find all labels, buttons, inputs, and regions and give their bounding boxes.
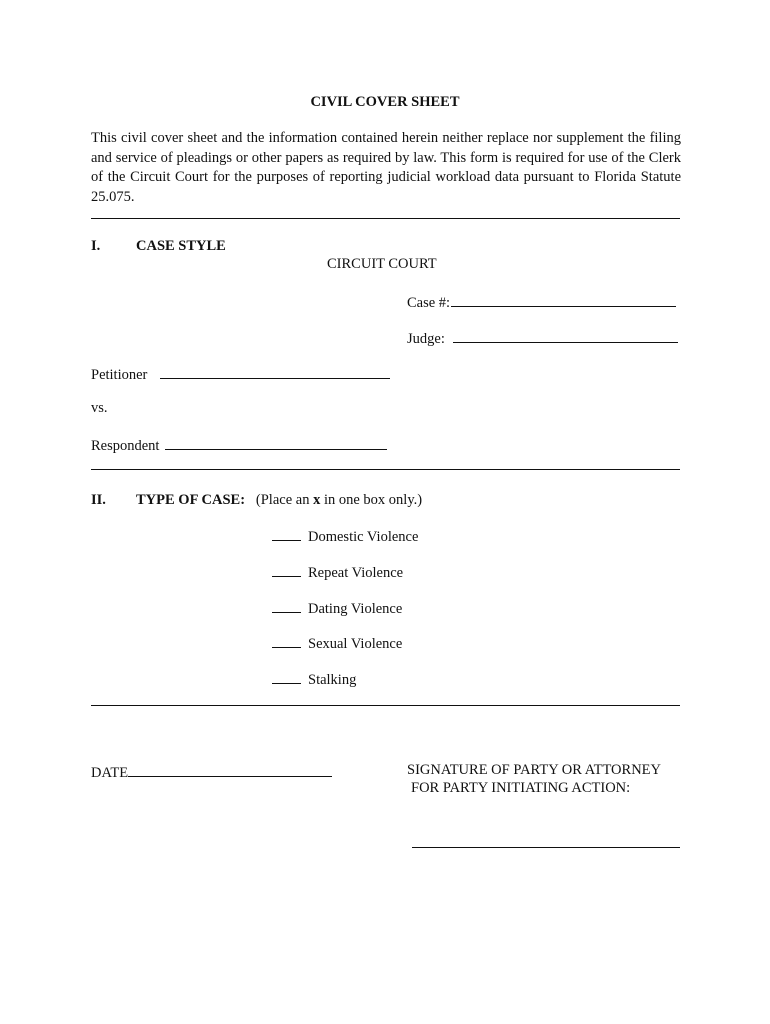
signature-label-line1: SIGNATURE OF PARTY OR ATTORNEY [407,762,661,778]
section-2-instruction-mark: x [313,492,321,508]
divider-top [91,218,680,219]
case-type-option [272,671,356,689]
date-field[interactable] [128,762,332,777]
court-name: CIRCUIT COURT [327,256,437,272]
section-1-number: I. [91,238,101,254]
section-2-heading: TYPE OF CASE: [136,492,246,508]
case-type-option [272,600,402,618]
date-row [91,762,332,782]
case-type-option [272,564,403,582]
respondent-field[interactable] [165,435,387,450]
judge-field[interactable] [453,328,678,343]
form-title: CIVIL COVER SHEET [310,94,460,110]
case-number-field[interactable] [451,292,676,307]
section-2-instruction-pre: (Place an [255,492,314,508]
case-type-label: Stalking [308,672,357,688]
section-2-heading-row [136,492,422,509]
respondent-label: Respondent [91,438,160,454]
section-2-number: II. [91,492,106,508]
section-2-instruction-post: in one box only.) [320,492,423,508]
case-type-label: Dating Violence [308,601,403,617]
divider-bottom [91,705,680,706]
case-type-label: Sexual Violence [308,636,403,652]
vs-label: vs. [91,400,108,416]
case-type-checkbox-dating[interactable] [272,600,301,613]
petitioner-row [91,364,390,384]
case-number-label: Case #: [407,295,451,311]
case-type-option [272,635,402,653]
signature-label-line2: FOR PARTY INITIATING ACTION: [411,780,631,796]
signature-field[interactable] [412,847,680,848]
petitioner-field[interactable] [160,364,390,379]
judge-label: Judge: [407,331,445,347]
judge-row [407,328,678,348]
case-type-option [272,528,418,546]
case-type-checkbox-domestic[interactable] [272,528,301,541]
divider-middle [91,469,680,470]
case-type-checkbox-sexual[interactable] [272,635,301,648]
petitioner-label: Petitioner [91,367,148,383]
case-type-label: Domestic Violence [308,529,419,545]
intro-paragraph: This civil cover sheet and the information contained herein neither replace nor supplement the filing and service of pleadings or other papers as required by law. This form is required for use of the Clerk of the Circuit Court for the purposes of reporting judicial workload data pursuant to Florida Statute 25.075. [91,130,681,205]
case-type-label: Repeat Violence [308,565,404,581]
case-type-checkbox-repeat[interactable] [272,564,301,577]
section-1-heading: CASE STYLE [136,238,226,254]
case-type-checkbox-stalking[interactable] [272,671,301,684]
date-label: DATE [91,765,129,781]
respondent-row [91,435,387,455]
case-number-row [407,292,676,312]
